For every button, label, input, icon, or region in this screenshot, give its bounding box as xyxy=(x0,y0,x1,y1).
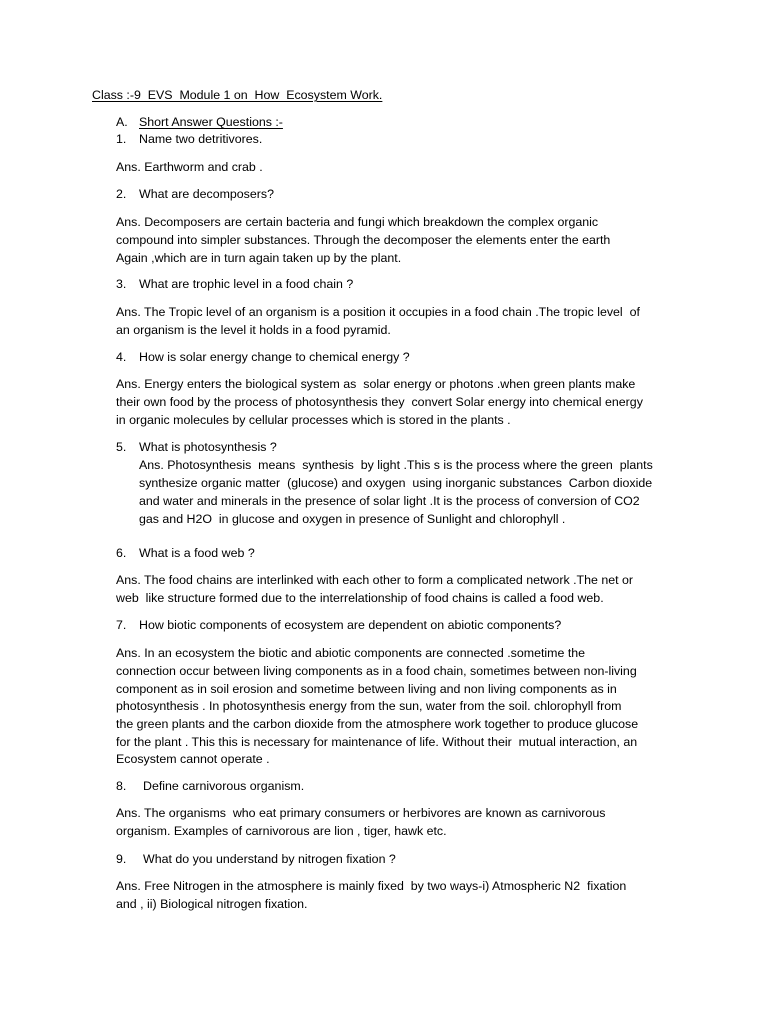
question-4-number: 4. xyxy=(116,350,127,364)
answer-2-line: Ans. Decomposers are certain bacteria and fungi which breakdown the complex organic xyxy=(116,215,599,229)
section-heading: Short Answer Questions :- xyxy=(139,115,283,129)
answer-8-line: organism. Examples of carnivorous are lion , tiger, hawk etc. xyxy=(116,824,447,838)
answer-7-line: Ecosystem cannot operate . xyxy=(116,752,270,766)
question-9-text: What do you understand by nitrogen fixation ? xyxy=(143,852,396,866)
question-6-number: 6. xyxy=(116,546,127,560)
answer-7-line: the green plants and the carbon dioxide from the atmosphere work together to produce glucose xyxy=(116,717,639,731)
question-7-number: 7. xyxy=(116,618,127,632)
answer-4-line: in organic molecules by cellular processes which is stored in the plants . xyxy=(116,413,511,427)
question-8-number: 8. xyxy=(116,779,127,793)
answer-4-line: their own food by the process of photosynthesis they convert Solar energy into chemical energy xyxy=(116,395,643,409)
answer-5-line: synthesize organic matter (glucose) and oxygen using inorganic substances Carbon dioxide xyxy=(139,476,653,490)
answer-5-line: gas and H2O in glucose and oxygen in presence of Sunlight and chlorophyll . xyxy=(139,512,566,526)
answer-3-line: Ans. The Tropic level of an organism is a position it occupies in a food chain .The tropic level of xyxy=(116,305,640,319)
answer-7-line: component as in soil erosion and sometime between living and non living components as in xyxy=(116,682,617,696)
question-2-text: What are decomposers? xyxy=(139,187,274,201)
answer-2-line: Again ,which are in turn again taken up by the plant. xyxy=(116,251,402,265)
question-9-number: 9. xyxy=(116,852,127,866)
question-1-text: Name two detritivores. xyxy=(139,132,263,146)
document-title: Class :-9 EVS Module 1 on How Ecosystem Work. xyxy=(92,88,383,102)
question-5-number: 5. xyxy=(116,440,127,454)
answer-9-line: and , ii) Biological nitrogen fixation. xyxy=(116,897,308,911)
answer-7-line: Ans. In an ecosystem the biotic and abiotic components are connected .sometime the xyxy=(116,646,586,660)
question-2-number: 2. xyxy=(116,187,127,201)
question-8-text: Define carnivorous organism. xyxy=(143,779,305,793)
answer-8-line: Ans. The organisms who eat primary consumers or herbivores are known as carnivorous xyxy=(116,806,606,820)
question-3-text: What are trophic level in a food chain ? xyxy=(139,277,354,291)
answer-5-line: and water and minerals in the presence of solar light .It is the process of conversion of CO2 xyxy=(139,494,640,508)
answer-4-line: Ans. Energy enters the biological system as solar energy or photons .when green plants make xyxy=(116,377,636,391)
question-3-number: 3. xyxy=(116,277,127,291)
answer-6-line: Ans. The food chains are interlinked with each other to form a complicated network .The net or xyxy=(116,573,634,587)
answer-7-line: photosynthesis . In photosynthesis energy from the sun, water from the soil. chlorophyll from xyxy=(116,699,622,713)
answer-3-line: an organism is the level it holds in a food pyramid. xyxy=(116,323,391,337)
answer-2-line: compound into simpler substances. Through the decomposer the elements enter the earth xyxy=(116,233,611,247)
answer-7-line: for the plant . This this is necessary for maintenance of life. Without their mutual interaction, an xyxy=(116,735,638,749)
answer-5-line: Ans. Photosynthesis means synthesis by light .This s is the process where the green plants xyxy=(139,458,653,472)
question-5-text: What is photosynthesis ? xyxy=(139,440,277,454)
answer-6-line: web like structure formed due to the interrelationship of food chains is called a food web. xyxy=(116,591,604,605)
answer-1-line: Ans. Earthworm and crab . xyxy=(116,160,263,174)
question-4-text: How is solar energy change to chemical energy ? xyxy=(139,350,410,364)
question-7-text: How biotic components of ecosystem are dependent on abiotic components? xyxy=(139,618,562,632)
section-letter: A. xyxy=(116,115,128,129)
answer-9-line: Ans. Free Nitrogen in the atmosphere is mainly fixed by two ways-i) Atmospheric N2 fixation xyxy=(116,879,627,893)
question-1-number: 1. xyxy=(116,132,127,146)
answer-7-line: connection occur between living components as in a food chain, sometimes between non-living xyxy=(116,664,637,678)
question-6-text: What is a food web ? xyxy=(139,546,255,560)
